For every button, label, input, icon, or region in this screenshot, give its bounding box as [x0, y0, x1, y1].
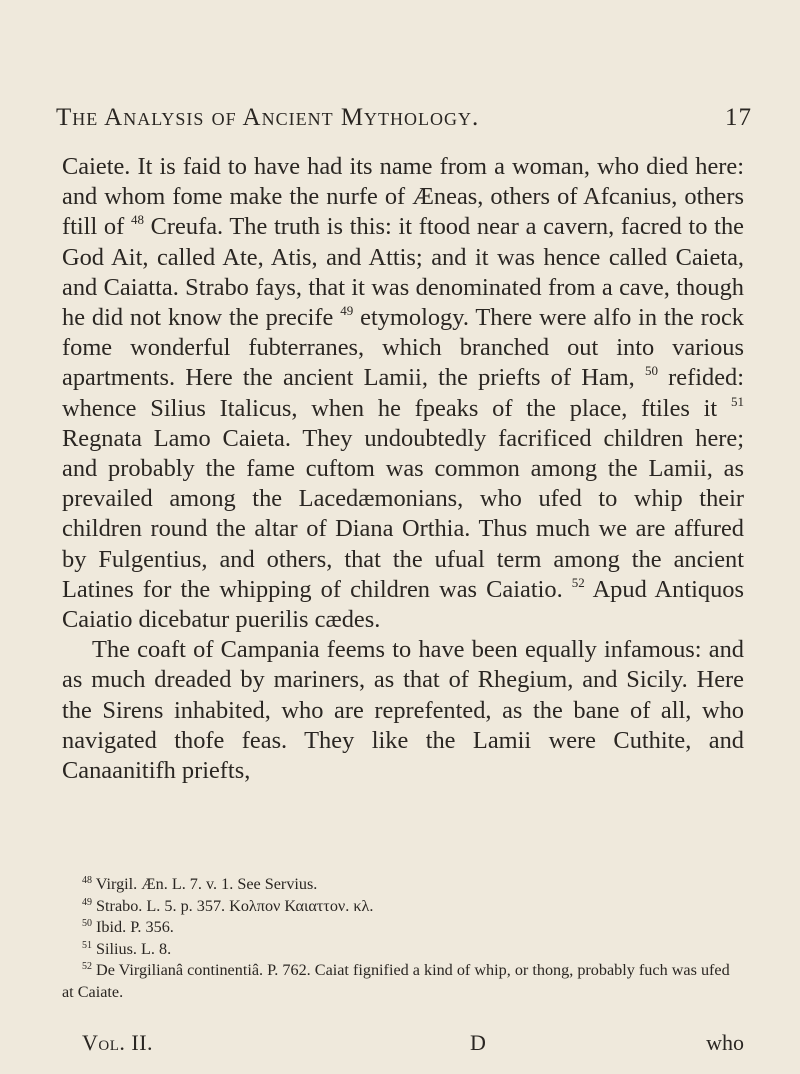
- running-title: The Analysis of Ancient Mythology.: [56, 104, 480, 131]
- paragraph: [62, 152, 744, 635]
- catchword: who: [706, 1030, 744, 1055]
- text-run: Creufa. The truth is this: it ftood near a cavern, facred to the God Ait, called Ate, Atis, and Attis; and it was hence called Caieta, and Caiatta. Strabo fays, that it was denominated from a cave, though he did not know the precife: [62, 213, 744, 332]
- footnote-number: 51: [82, 939, 92, 951]
- footnote-number: 48: [82, 875, 92, 886]
- footnote-number: 50: [82, 918, 92, 929]
- footnote: [62, 960, 744, 1003]
- paragraph: The coaft of Campania feems to have been equally infamous: and as much dreaded by mariners, as that of Rhegium, and Sicily. Here the Sirens inhabited, who are reprefented, as the bane of all, who navigated thofe feas. They like the Lamii were Cuthite, and Canaanitifh priefts,: [62, 636, 744, 785]
- signature-mark: D: [470, 1030, 486, 1055]
- main-text: [62, 152, 744, 786]
- footnote-ref: 49: [340, 303, 354, 319]
- page-footer: [82, 1030, 744, 1060]
- footnote: [62, 917, 744, 939]
- text-run: refided: whence Silius Italicus, when he fpeaks of the place, ftiles it: [62, 364, 745, 422]
- footnote-text: Silius. L. 8.: [92, 939, 172, 958]
- text-run: Caiete. It is faid to have had its name from a woman, who died here: and whom fome make the nurfe of Æneas, others of Afcanius, others ftill of: [62, 153, 744, 241]
- text-run: Apud Antiquos Caiatio dicebatur puerilis cædes.: [62, 575, 744, 634]
- footnote: [62, 896, 744, 918]
- footnote-text: Virgil. Æn. L. 7. v. 1. See Servius.: [92, 875, 318, 893]
- page-number: 17: [725, 104, 752, 131]
- footnote-text: De Virgilianâ continentiâ. P. 762. Caiat fignified a kind of whip, or thong, probably fuch was ufed at Caiate.: [62, 961, 730, 1001]
- volume-label: Vol. II.: [82, 1030, 154, 1055]
- footnote-number: 52: [82, 961, 92, 972]
- text-run: etymology. There were alfo in the rock fome wonderful fubterranes, which branched out into various apartments. Here the ancient Lamii, the priefts of Ham,: [62, 304, 744, 392]
- footnote-number: 49: [82, 896, 92, 908]
- footnote: [62, 939, 744, 961]
- footnote-text: Ibid. P. 356.: [92, 918, 174, 936]
- footnote-ref: 51: [731, 393, 744, 409]
- footnotes: [62, 874, 744, 1003]
- footnote-ref: 48: [130, 212, 144, 228]
- footnote-ref: 52: [571, 574, 585, 590]
- text-run: Regnata Lamo Caieta. They undoubtedly facrificed children here; and probably the fame cuftom was common among the Lamii, as prevailed among the Lacedæmonians, who ufed to whip their children round the altar of Diana Orthia. Thus much we are affured by Fulgentius, and others, that the ufual term among the ancient Latines for the whipping of children was Caiatio.: [62, 424, 744, 603]
- running-header: [56, 104, 752, 132]
- footnote: [62, 874, 744, 896]
- footnote-text: Strabo. L. 5. p. 357. Κολπον Καιαττον. κλ.: [92, 896, 374, 915]
- footnote-ref: 50: [644, 363, 658, 379]
